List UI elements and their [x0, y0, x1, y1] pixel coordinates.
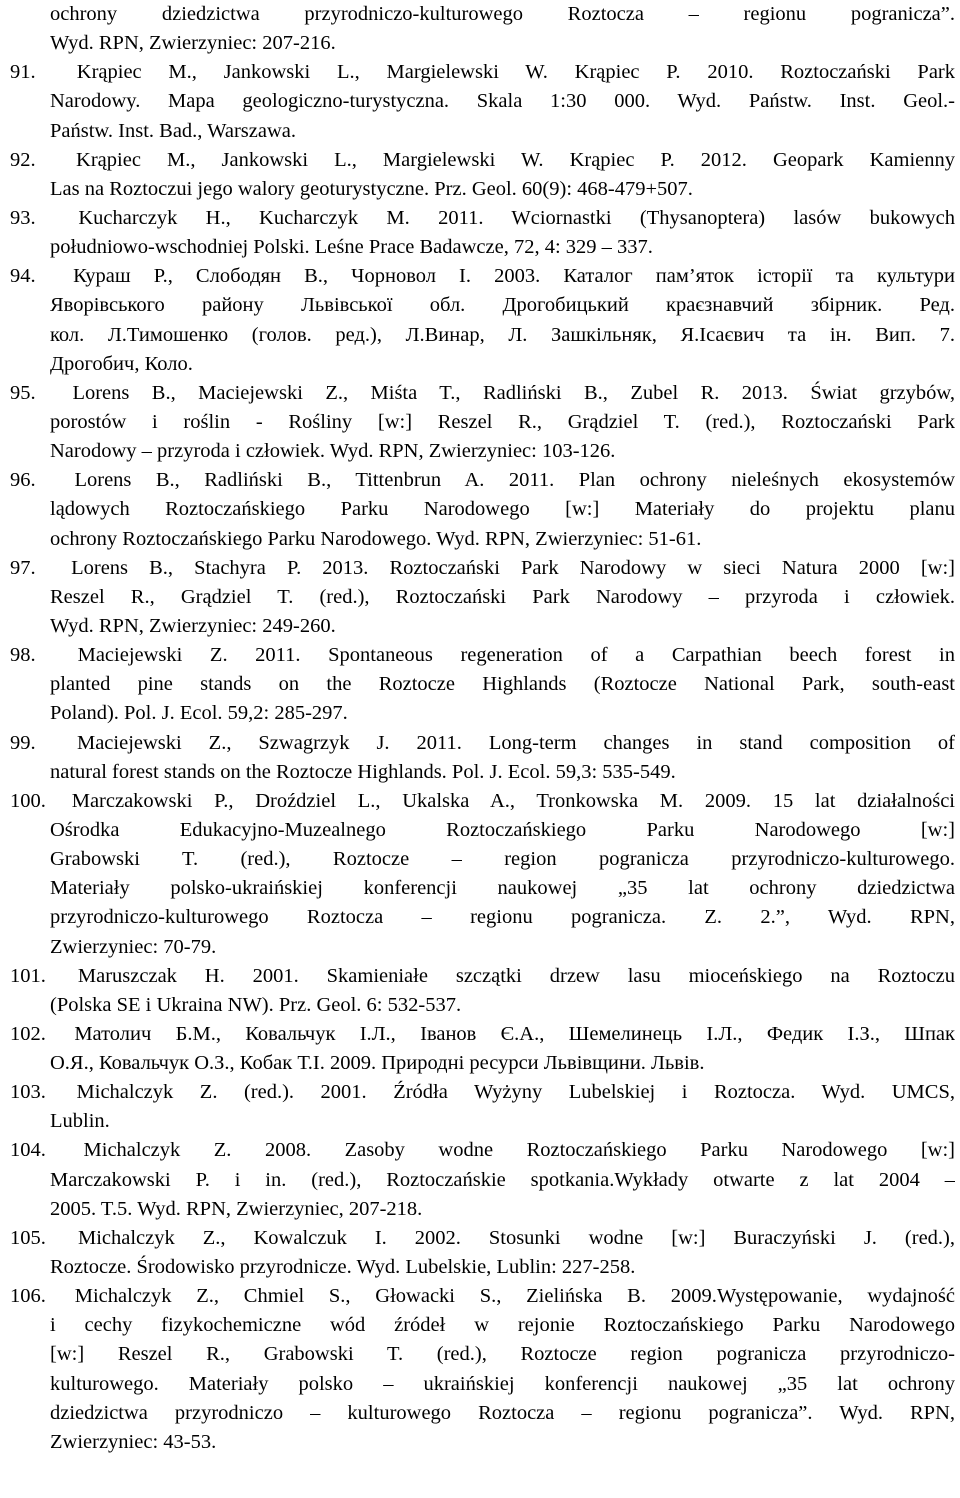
reference-text: Marczakowski P., Droździel L., Ukalska A., Tronkowska M. 2009. 15 lat działalności — [71, 789, 955, 812]
reference-number: 95. — [10, 381, 36, 404]
reference-text: południowo-wschodniej Polski. Leśne Prace Badawcze, 72, 4: 329 – 337. — [50, 236, 653, 259]
reference-continuation-line — [10, 291, 955, 320]
reference-text: Maciejewski Z., Szwagrzyk J. 2011. Long-term changes in stand composition of — [76, 731, 955, 754]
reference-continuation-line — [10, 525, 955, 554]
reference-text: Materiały polsko-ukraińskiej konferencji naukowej „35 lat ochrony dziedzictwa — [50, 877, 955, 900]
reference-continuation-line — [10, 321, 955, 350]
reference-continuation-line — [10, 437, 955, 466]
reference-text: i cechy fizykochemiczne wód źródeł w rejonie Roztoczańskiego Parku Narodowego — [50, 1314, 955, 1337]
reference-continuation-line — [10, 29, 955, 58]
reference-continuation-line — [10, 117, 955, 146]
reference-text: Zwierzyniec: 70-79. — [50, 935, 217, 958]
reference-text: ochrony dziedzictwa przyrodniczo-kulturowego Roztocza – regionu pogranicza”. — [50, 3, 955, 25]
reference-text: кол. Л.Тимошенко (голов. ред.), Л.Винар, Л. Зашкільняк, Я.Ісаєвич та ін. Вип. 7. — [50, 323, 955, 346]
reference-text: Narodowy. Mapa geologiczno-turystyczna. Skala 1:30 000. Wyd. Państw. Inst. Geol.- — [50, 90, 955, 113]
reference-text: Michalczyk Z., Kowalczuk I. 2002. Stosunki wodne [w:] Buraczyński J. (red.), — [77, 1226, 955, 1249]
reference-continuation-line — [10, 699, 955, 728]
reference-text: (Polska SE i Ukraina NW). Prz. Geol. 6: 532-537. — [50, 993, 462, 1016]
reference-text: Wyd. RPN, Zwierzyniec: 207-216. — [50, 32, 336, 55]
reference-continuation-line — [10, 1428, 955, 1457]
reference-text: planted pine stands on the Roztocze Highlands (Roztocze National Park, south-east — [50, 673, 955, 696]
reference-text: lądowych Roztoczańskiego Parku Narodowego [w:] Materiały do projektu planu — [50, 498, 955, 521]
reference-continuation-line — [10, 1107, 955, 1136]
reference-continuation-line — [10, 583, 955, 612]
reference-text: Poland). Pol. J. Ecol. 59,2: 285-297. — [50, 702, 348, 725]
reference-text: Матолич Б.М., Ковальчук І.Л., Іванов Є.А., Шемелинець І.Л., Федик І.З., Шпак — [74, 1022, 955, 1045]
reference-entry-first-line — [10, 1224, 955, 1253]
reference-text: Wyd. RPN, Zwierzyniec: 249-260. — [50, 614, 336, 637]
reference-number: 97. — [10, 556, 36, 579]
reference-continuation-line — [10, 350, 955, 379]
reference-text: 2005. T.5. Wyd. RPN, Zwierzyniec, 207-218. — [50, 1197, 423, 1220]
reference-entry-first-line — [10, 1078, 955, 1107]
reference-continuation-line — [10, 1049, 955, 1078]
reference-text: О.Я., Ковальчук О.З., Кобак Т.І. 2009. Природні ресурси Львівщини. Львів. — [50, 1052, 705, 1075]
reference-text: Narodowy – przyroda i człowiek. Wyd. RPN, Zwierzyniec: 103-126. — [50, 440, 616, 463]
reference-entry-first-line — [10, 58, 955, 87]
reference-text: Reszel R., Grądziel T. (red.), Roztoczański Park Narodowy – przyroda i człowiek. — [50, 585, 955, 608]
reference-text: Lorens B., Stachyra P. 2013. Roztoczański Park Narodowy w sieci Natura 2000 [w:] — [71, 556, 955, 579]
reference-continuation-line — [10, 612, 955, 641]
reference-continuation-line — [10, 874, 955, 903]
reference-continuation-line — [10, 1370, 955, 1399]
reference-continuation-line — [10, 1311, 955, 1340]
reference-text: Marczakowski P. i in. (red.), Roztoczańskie spotkania.Wykłady otwarte z lat 2004 – — [50, 1168, 955, 1191]
reference-text: Ośrodka Edukacyjno-Muzealnego Roztoczańskiego Parku Narodowego [w:] — [50, 818, 955, 841]
reference-text: Michalczyk Z., Chmiel S., Głowacki S., Zielińska B. 2009.Występowanie, wydajność — [74, 1285, 955, 1308]
reference-text: Las na Roztoczui jego walory geoturystyczne. Prz. Geol. 60(9): 468-479+507. — [50, 177, 693, 200]
reference-text: Кураш Р., Слободян В., Чорновол І. 2003. Каталог пам’яток історії та культури — [73, 265, 955, 288]
reference-entry-first-line — [10, 1136, 955, 1165]
reference-text: Krąpiec M., Jankowski L., Margielewski W. Krąpiec P. 2012. Geopark Kamienny — [76, 148, 955, 171]
reference-continuation-line — [10, 1340, 955, 1369]
reference-continuation-line — [10, 175, 955, 204]
reference-entry-first-line — [10, 554, 955, 583]
reference-continuation-line — [10, 845, 955, 874]
reference-number: 106. — [10, 1285, 46, 1308]
reference-continuation-line — [10, 87, 955, 116]
reference-number: 96. — [10, 469, 36, 492]
reference-number: 92. — [10, 148, 36, 171]
reference-continuation-line — [10, 1399, 955, 1428]
reference-number: 91. — [10, 61, 36, 84]
reference-text: Roztocze. Środowisko przyrodnicze. Wyd. Lubelskie, Lublin: 227-258. — [50, 1256, 636, 1279]
reference-continuation-line — [10, 991, 955, 1020]
reference-continuation-line — [10, 758, 955, 787]
reference-continuation-line — [10, 1195, 955, 1224]
reference-continuation-line — [10, 1166, 955, 1195]
reference-text: Lublin. — [50, 1110, 110, 1133]
reference-text: Дрогобич, Коло. — [50, 352, 193, 375]
reference-entry-first-line — [10, 466, 955, 495]
reference-text: Maruszczak H. 2001. Skamieniałe szczątki drzew lasu mioceńskiego na Roztoczu — [77, 964, 955, 987]
reference-text: dziedzictwa przyrodniczo – kulturowego Roztocza – regionu pogranicza”. Wyd. RPN, — [50, 1401, 955, 1424]
reference-continuation-line — [10, 670, 955, 699]
reference-number: 100. — [10, 789, 46, 812]
reference-continuation-line — [10, 816, 955, 845]
reference-list — [10, 0, 955, 1457]
reference-number: 101. — [10, 964, 46, 987]
reference-number: 103. — [10, 1081, 46, 1104]
reference-entry-first-line — [10, 146, 955, 175]
reference-number: 102. — [10, 1022, 46, 1045]
reference-number: 94. — [10, 265, 36, 288]
reference-continuation-line — [10, 0, 955, 29]
reference-entry-first-line — [10, 787, 955, 816]
reference-text: Lorens B., Maciejewski Z., Miśta T., Radliński B., Zubel R. 2013. Świat grzybów, — [72, 381, 955, 404]
reference-text: porostów i roślin - Rośliny [w:] Reszel R., Grądziel T. (red.), Roztoczański Park — [50, 410, 955, 433]
reference-entry-first-line — [10, 1282, 955, 1311]
reference-entry-first-line — [10, 379, 955, 408]
reference-entry-first-line — [10, 729, 955, 758]
reference-number: 98. — [10, 644, 36, 667]
reference-continuation-line — [10, 903, 955, 932]
reference-text: Lorens B., Radliński B., Tittenbrun A. 2011. Plan ochrony nieleśnych ekosystemów — [74, 469, 955, 492]
reference-text: natural forest stands on the Roztocze Highlands. Pol. J. Ecol. 59,3: 535-549. — [50, 760, 676, 783]
reference-text: Państw. Inst. Bad., Warszawa. — [50, 119, 297, 142]
reference-text: Maciejewski Z. 2011. Spontaneous regeneration of a Carpathian beech forest in — [77, 644, 955, 667]
reference-text: przyrodniczo-kulturowego Roztocza – regionu pogranicza. Z. 2.”, Wyd. RPN, — [50, 906, 955, 929]
reference-number: 104. — [10, 1139, 46, 1162]
reference-text: Kucharczyk H., Kucharczyk M. 2011. Wciornastki (Thysanoptera) lasów bukowych — [78, 206, 955, 229]
reference-text: ochrony Roztoczańskiego Parku Narodowego. Wyd. RPN, Zwierzyniec: 51-61. — [50, 527, 702, 550]
reference-number: 99. — [10, 731, 36, 754]
reference-continuation-line — [10, 495, 955, 524]
reference-entry-first-line — [10, 641, 955, 670]
reference-entry-first-line — [10, 1020, 955, 1049]
reference-text: Grabowski T. (red.), Roztocze – region pogranicza przyrodniczo-kulturowego. — [50, 848, 955, 871]
reference-number: 105. — [10, 1226, 46, 1249]
reference-continuation-line — [10, 1253, 955, 1282]
reference-text: Zwierzyniec: 43-53. — [50, 1430, 217, 1453]
reference-continuation-line — [10, 933, 955, 962]
reference-text: Яворівського району Львівської обл. Дрогобицький краєзнавчий збірник. Ред. — [50, 294, 955, 317]
reference-text: kulturowego. Materiały polsko – ukraińskiej konferencji naukowej „35 lat ochrony — [50, 1372, 955, 1395]
reference-text: Krąpiec M., Jankowski L., Margielewski W. Krąpiec P. 2010. Roztoczański Park — [76, 61, 955, 84]
reference-entry-first-line — [10, 962, 955, 991]
reference-text: Michalczyk Z. (red.). 2001. Źródła Wyżyny Lubelskiej i Roztocza. Wyd. UMCS, — [76, 1081, 955, 1104]
reference-entry-first-line — [10, 204, 955, 233]
reference-text: [w:] Reszel R., Grabowski T. (red.), Roztocze region pogranicza przyrodniczo- — [50, 1343, 955, 1366]
reference-continuation-line — [10, 408, 955, 437]
reference-number: 93. — [10, 206, 36, 229]
reference-entry-first-line — [10, 262, 955, 291]
reference-text: Michalczyk Z. 2008. Zasoby wodne Roztoczańskiego Parku Narodowego [w:] — [83, 1139, 955, 1162]
reference-continuation-line — [10, 233, 955, 262]
